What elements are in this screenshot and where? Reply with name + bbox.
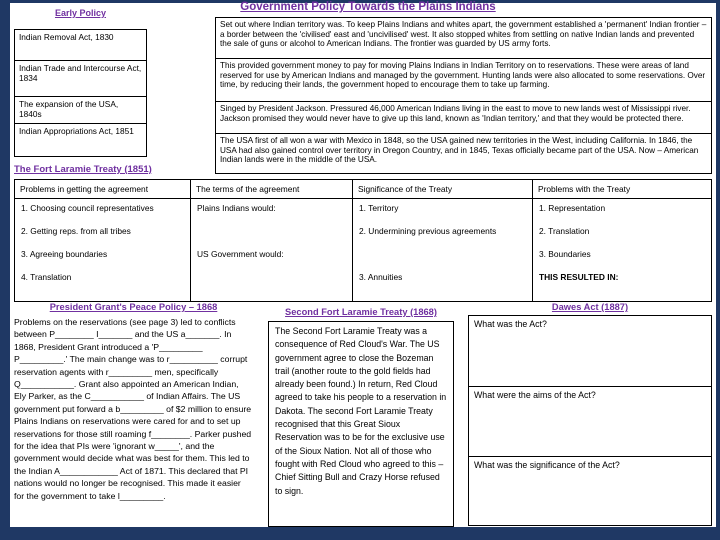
fort-laramie-1851-heading: The Fort Laramie Treaty (1851) xyxy=(14,164,152,175)
column-significance xyxy=(353,199,533,301)
grant-peace-policy-text: Problems on the reservations (see page 3) led to conflicts between P________ I_______ and the US a_______. In 1868, President Grant introduced a 'P_________ P_________.' The main change was to r__________ corrupt reservation agents with r_________ men, specifically Q___________. Grant also appointed an American Indian, Ely Parker, as the C___________ of Indian Affairs. The US government put forward a b_________ of $2 million to ensure Plains Indians on reservations were cared for and to set up reservations for those still roaming f________. Parker pushed for the idea that PIs were 'ignorant w_____', and the government would decide what was best for them. This led to the Indian A____________ Act of 1871. This declared that PI nations would no longer be recognised. This made it easier for the government to take l_________. xyxy=(14,317,252,501)
column-header-significance: Significance of the Treaty xyxy=(353,180,533,198)
policy-description-row: The USA first of all won a war with Mexico in 1848, so the USA gained new territories in the West, including California. In 1846, the USA had also gained control over territory in Oregon Country, and in 1845, Texas officially became part of the USA. Now – American Indian lands were in the middle of the USA. xyxy=(216,133,711,173)
policy-description-row: Singed by President Jackson. Pressured 46,000 American Indians living in the east to move to new lands west of Mississippi river. Jackson promised they would never have to give up this land, known as 'Indian territory,' and that they would be protected there. xyxy=(216,101,711,133)
second-fort-laramie-text-box: The Second Fort Laramie Treaty was a consequence of Red Cloud's War. The US government agree to close the Bozeman trail (another route to the gold fields had already been found.) In return, Red Cloud agreed to take his people to a reservation in Dakota. The second Fort Laramie Treaty recognised that this Great Sioux Reservation was to be for the exclusive use of the Sioux Nation. Not all of those who fought with Red Cloud who agreed to this – Chief Sitting Bull and Crazy Horse refused to sign. xyxy=(268,321,454,527)
table-body xyxy=(15,199,711,301)
table-item: 3. Agreeing boundaries xyxy=(21,249,108,259)
column-header-problems-treaty: Problems with the Treaty xyxy=(538,184,631,194)
act-box-trade-intercourse: Indian Trade and Intercourse Act, 1834 xyxy=(14,60,147,97)
table-item: 3. Boundaries xyxy=(539,249,591,259)
table-item: US Government would: xyxy=(197,249,284,259)
table-item: 4. Translation xyxy=(21,272,72,282)
column-header-terms: The terms of the agreement xyxy=(191,180,353,198)
policy-description-row: This provided government money to pay for moving Plains Indians in Indian Territory on to reservations. These were areas of land reserved for use by American Indians and managed by the government. Hunting lands were also allocated to some reservations. Over time, by reducing their lands, the government hoped to encourage them to take up farming. xyxy=(216,58,711,101)
column-problems-treaty xyxy=(533,199,711,301)
table-item: 1. Territory xyxy=(359,203,399,213)
table-item: 3. Annuities xyxy=(359,272,403,282)
table-item: 1. Representation xyxy=(539,203,606,213)
column-problems-getting xyxy=(15,199,191,301)
early-policy-heading: Early Policy xyxy=(54,8,107,18)
second-fort-laramie-heading: Second Fort Laramie Treaty (1868) xyxy=(285,307,437,317)
table-header-row xyxy=(15,180,711,199)
table-item-result: THIS RESULTED IN: xyxy=(539,272,619,282)
table-item: Plains Indians would: xyxy=(197,203,276,213)
grant-peace-policy-heading: President Grant's Peace Policy – 1868 xyxy=(49,302,218,312)
table-item: 2. Getting reps. from all tribes xyxy=(21,226,131,236)
policy-description-row: Set out where Indian territory was. To keep Plains Indians and whites apart, the government established a 'permanent' Indian frontier – a border between the 'civilised' east and 'uncivilised' west. It also stopped whites from settling on native Indian lands and prevented the sale of guns or alcohol to American Indians. The frontier was guarded by US army forts. xyxy=(220,20,707,49)
act-box-usa-expansion: The expansion of the USA, 1840s xyxy=(14,96,147,124)
dawes-act-heading: Dawes Act (1887) xyxy=(551,302,629,312)
dawes-act-table xyxy=(468,315,712,526)
column-header-problems-getting: Problems in getting the agreement xyxy=(15,180,191,198)
act-box-indian-removal: Indian Removal Act, 1830 xyxy=(14,29,147,61)
dawes-question-row: What was the significance of the Act? xyxy=(469,456,711,525)
column-terms xyxy=(191,199,353,301)
fort-laramie-1851-table xyxy=(14,179,712,302)
act-box-appropriations: Indian Appropriations Act, 1851 xyxy=(14,123,147,157)
dawes-question-row: What was the Act? xyxy=(474,319,547,329)
table-item: 2. Translation xyxy=(539,226,590,236)
policy-description-table xyxy=(215,17,712,174)
table-item: 2. Undermining previous agreements xyxy=(359,226,497,236)
table-item: 1. Choosing council representatives xyxy=(21,203,154,213)
dawes-question-row: What were the aims of the Act? xyxy=(469,386,711,456)
page-title: Government Policy Towards the Plains Indians xyxy=(240,1,496,13)
